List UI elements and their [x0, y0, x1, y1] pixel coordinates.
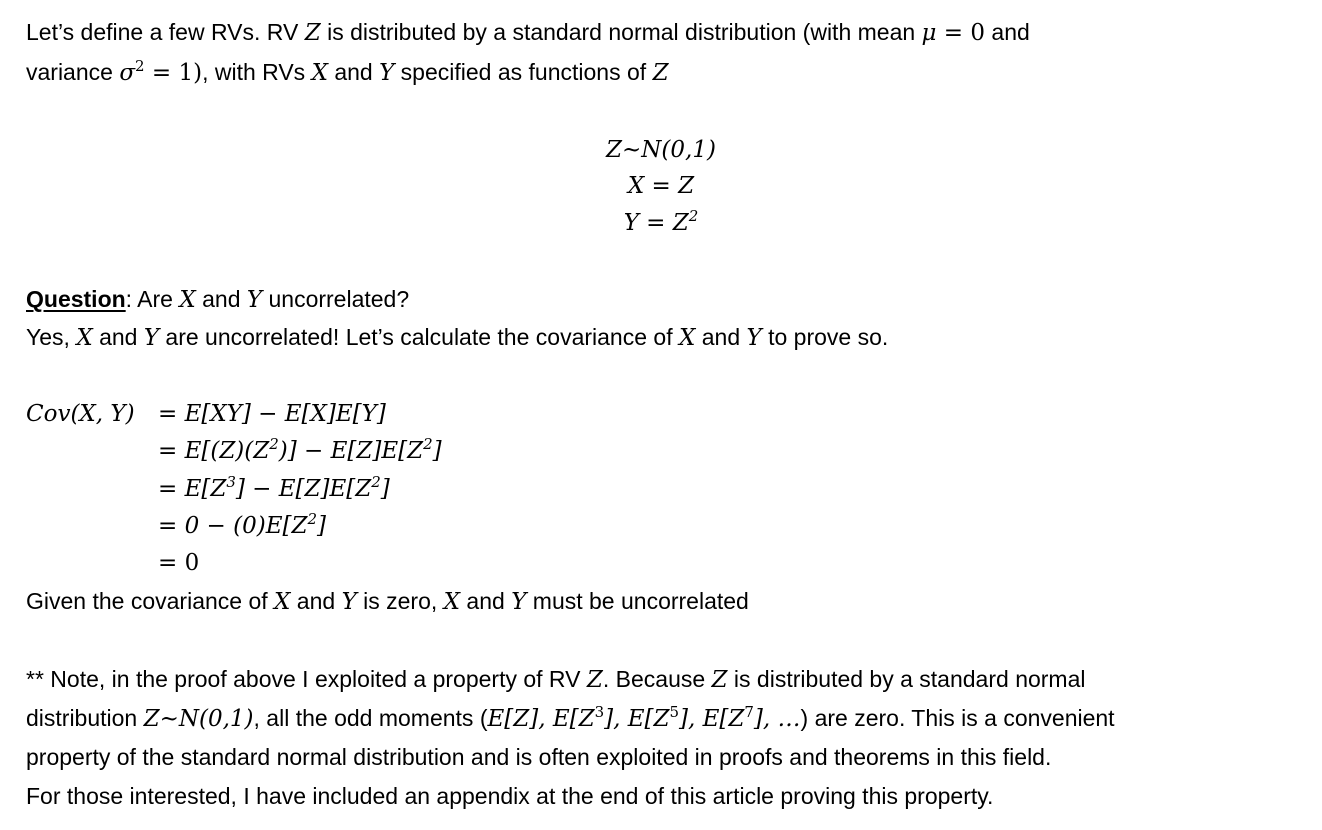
proof-lhs: Cov(X, Y) — [26, 401, 135, 427]
math-eq: = 1) — [144, 60, 203, 86]
intro-line-2 — [26, 57, 669, 88]
math-moment: ], E[Z — [604, 706, 670, 732]
text: and — [327, 59, 380, 85]
superscript: 3 — [226, 473, 236, 491]
text: variance — [26, 59, 120, 85]
math-eq: = 0 — [936, 20, 986, 46]
var-y: Y — [341, 589, 357, 615]
text: = E[(Z)(Z — [158, 438, 270, 464]
question-label: Question — [26, 286, 126, 312]
proof-step-5: = 0 — [158, 550, 200, 576]
text: and — [695, 324, 747, 350]
var-sigma: σ — [119, 60, 136, 86]
var-y: Y — [143, 325, 160, 351]
text: is distributed by a standard normal distribution (with mean — [320, 19, 922, 45]
text: , all the odd moments ( — [253, 705, 488, 731]
text: ) are zero. This is a convenient — [800, 705, 1115, 731]
text: = 0 − (0)E[Z — [158, 513, 308, 539]
text: ** Note, in the proof above I exploited a property of RV — [26, 666, 587, 692]
text: and — [195, 286, 247, 312]
text: )] − E[Z]E[Z — [278, 438, 424, 464]
text: are uncorrelated! Let’s calculate the covariance of — [159, 324, 679, 350]
text: ] — [316, 513, 326, 539]
text: specified as functions of — [394, 59, 653, 85]
superscript: 2 — [371, 473, 381, 491]
superscript: 2 — [423, 435, 433, 453]
text: and — [290, 588, 342, 614]
var-x: X — [311, 60, 328, 86]
note-line-1 — [26, 664, 1086, 695]
def-y — [0, 208, 1322, 238]
var-z: Z — [586, 667, 603, 693]
text: Let’s define a few RVs. RV — [26, 19, 305, 45]
note-line-4: For those interested, I have included an appendix at the end of this article proving this property. — [26, 783, 994, 809]
proof-step-2 — [158, 436, 442, 466]
proof-step-4 — [158, 511, 326, 541]
def-x: X = Z — [627, 173, 695, 199]
var-mu: μ — [921, 20, 937, 46]
superscript: 2 — [688, 207, 699, 225]
proof-step-3 — [158, 474, 390, 504]
conclusion — [26, 586, 749, 617]
math-moment: ], E[Z — [679, 706, 745, 732]
text: and — [460, 588, 512, 614]
superscript: 2 — [307, 510, 317, 528]
intro-line-1 — [26, 17, 1030, 48]
text: Y = Z — [623, 210, 689, 236]
math-moment: ], … — [753, 706, 801, 732]
text: ] − E[Z]E[Z — [235, 476, 372, 502]
var-y: Y — [379, 60, 395, 86]
superscript: 2 — [269, 435, 279, 453]
text: Yes, — [26, 324, 77, 350]
text: = E[Z — [158, 476, 227, 502]
text: uncorrelated? — [262, 286, 410, 312]
var-y: Y — [246, 287, 263, 313]
var-y: Y — [746, 325, 762, 351]
text: ] — [380, 476, 390, 502]
text: . Because — [602, 666, 712, 692]
superscript: 5 — [669, 703, 680, 721]
var-z: Z — [711, 667, 728, 693]
text: is distributed by a standard normal — [727, 666, 1086, 692]
var-x: X — [678, 325, 696, 351]
var-x: X — [274, 589, 291, 615]
text: , with RVs — [202, 59, 312, 85]
math-moment: E[Z], E[Z — [487, 706, 595, 732]
note-line-2 — [26, 703, 1115, 734]
note-line-3: property of the standard normal distribution and is often exploited in proofs and theorems in this field. — [26, 744, 1052, 770]
var-y: Y — [511, 589, 527, 615]
text: to prove so. — [761, 324, 889, 350]
superscript: 2 — [135, 57, 145, 75]
question — [26, 284, 409, 315]
text: must be uncorrelated — [526, 588, 749, 614]
math-dist: Z~N(0,1) — [143, 706, 254, 732]
text: Given the covariance of — [26, 588, 275, 614]
def-z: Z~N(0,1) — [606, 137, 716, 163]
text: and — [92, 324, 144, 350]
superscript: 7 — [744, 703, 754, 721]
var-x: X — [179, 287, 196, 313]
text: : Are — [125, 286, 180, 312]
var-z: Z — [652, 60, 669, 86]
answer — [26, 322, 888, 353]
var-z: Z — [304, 20, 321, 46]
superscript: 3 — [594, 703, 605, 721]
proof-step-1: = E[XY] − E[X]E[Y] — [158, 401, 386, 427]
text: distribution — [26, 705, 144, 731]
text: ] — [432, 438, 442, 464]
text: and — [985, 19, 1030, 45]
var-x: X — [76, 325, 93, 351]
var-x: X — [443, 589, 461, 615]
text: is zero, — [356, 588, 444, 614]
